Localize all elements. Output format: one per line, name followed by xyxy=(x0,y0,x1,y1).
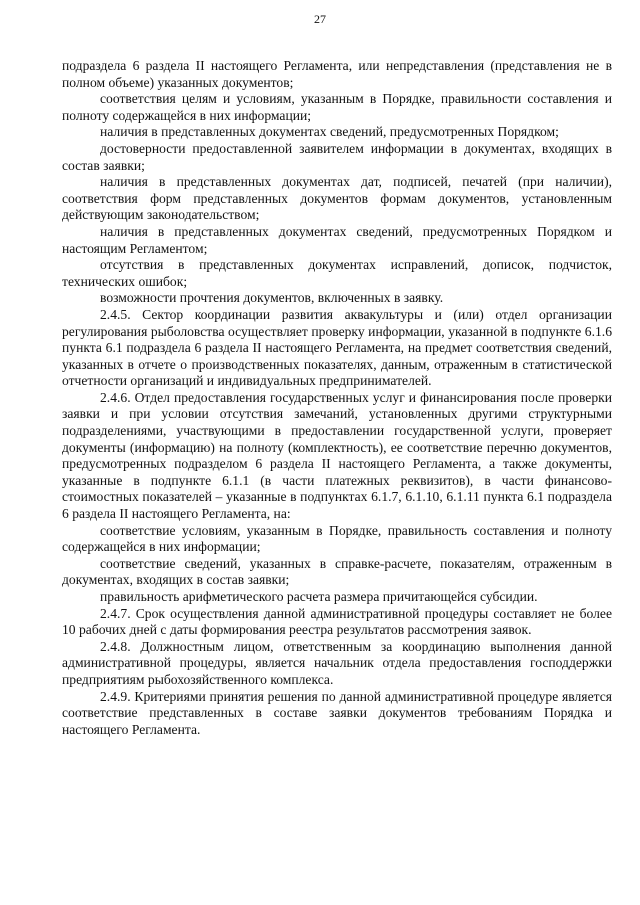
list-item: наличия в представленных документах дат, подписей, печатей (при наличии), соответствия форм представленных документов формам документов, установленным действующим законодательством; xyxy=(62,174,612,223)
list-item: возможности прочтения документов, включенных в заявку. xyxy=(100,290,444,306)
list-item: соответствие сведений, указанных в справке-расчете, показателям, отраженным в документах, входящих в состав заявки; xyxy=(62,555,612,588)
list-item: наличия в представленных документах сведений, предусмотренных Порядком и настоящим Регламентом; xyxy=(62,223,612,256)
clause-2-4-5: 2.4.5. Сектор координации развития аквакультуры и (или) отдел организации регулирования рыболовства осуществляет проверку информации, указанной в подпункте 6.1.6 пункта 6.1 подраздела 6 раздела II настоящего Регламента, на предмет соответствия сведений, указанных в отчете о производственных показателях, данным, отраженным в статистической отчетности организаций и индивидуальных предпринимателей. xyxy=(62,306,612,389)
clause-2-4-9: 2.4.9. Критериями принятия решения по данной административной процедуре является соответствие представленных в составе заявки документов требованиям Порядка и настоящего Регламента. xyxy=(62,688,612,737)
paragraph-continuation: подраздела 6 раздела II настоящего Регламента, или непредставления (представления не в полном объеме) указанных документов; xyxy=(62,58,612,90)
list-item: отсутствия в представленных документах исправлений, дописок, подчисток, технических ошибок; xyxy=(62,257,612,289)
list-item: достоверности предоставленной заявителем информации в документах, входящих в состав заявки; xyxy=(62,140,612,173)
list-item: соответствия целям и условиям, указанным в Порядке, правильности составления и полноту содержащейся в них информации; xyxy=(62,91,612,123)
clause-2-4-6: 2.4.6. Отдел предоставления государственных услуг и финансирования после проверки заявки и при условии отсутствия замечаний, установленных другими структурными подразделениями, участвующими в предоставлении государственной услуги, проверяет документы (информацию) на полноту (комплектность), ее соответствие перечню документов, предусмотренных подразделом 6 раздела II настоящего Регламента, а также документы, указанные в подпункте 6.1.1 (в части платежных реквизитов), в части финансово-стоимостных показателей – указанные в подпунктах 6.1.7, 6.1.10, 6.1.11 пункта 6.1 подраздела 6 раздела II настоящего Регламента, на: xyxy=(62,389,612,522)
document-body xyxy=(62,58,612,738)
clause-2-4-8: 2.4.8. Должностным лицом, ответственным за координацию выполнения данной административной процедуры, является начальник отдела предоставления господдержки предприятиям рыбохозяйственного комплекса. xyxy=(62,638,612,687)
list-item: наличия в представленных документах сведений, предусмотренных Порядком; xyxy=(100,124,559,140)
clause-2-4-7: 2.4.7. Срок осуществления данной административной процедуры составляет не более 10 рабочих дней с даты формирования реестра результатов рассмотрения заявок. xyxy=(62,605,612,638)
list-item: соответствие условиям, указанным в Порядке, правильность составления и полноту содержащейся в них информации; xyxy=(62,522,612,555)
page-number: 27 xyxy=(314,12,326,26)
list-item: правильность арифметического расчета размера причитающейся субсидии. xyxy=(100,589,538,604)
